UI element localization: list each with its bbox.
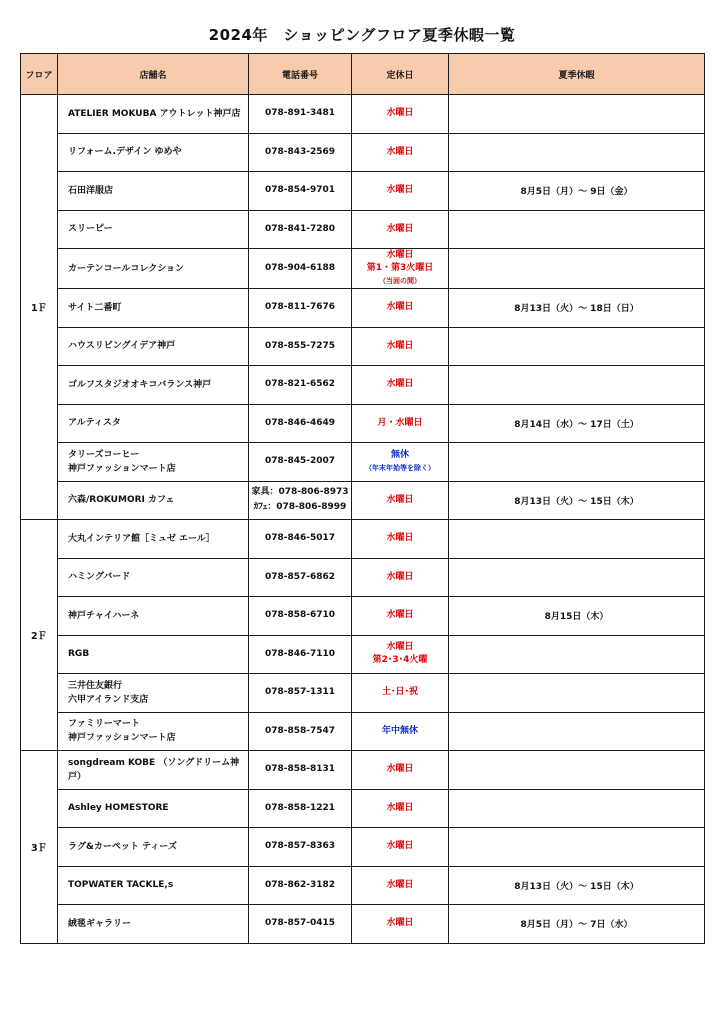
table-row — [21, 520, 705, 559]
table-row — [21, 674, 705, 713]
store-name — [58, 95, 249, 134]
store-name — [58, 327, 249, 366]
phone-number-line: 078-858-8131 — [264, 764, 336, 775]
store-name — [58, 635, 249, 674]
phone-number — [249, 404, 352, 443]
store-name — [58, 289, 249, 328]
summer-holiday — [449, 327, 705, 366]
table-row — [21, 95, 705, 134]
phone-number-line: 078-857-0415 — [264, 918, 336, 929]
summer-holiday: 8月5日（月）～ 9日（金） — [449, 172, 705, 211]
header-summer-holiday: 夏季休暇 — [449, 54, 705, 95]
store-name — [58, 789, 249, 828]
phone-number — [249, 520, 352, 559]
table-body — [21, 95, 705, 944]
regular-holiday-line: 第1・第3火曜日 — [366, 263, 434, 273]
phone-number — [249, 172, 352, 211]
table-row — [21, 289, 705, 328]
table-row — [21, 635, 705, 674]
phone-number — [249, 597, 352, 636]
page-title: 2024年 ショッピングフロア夏季休暇一覧 — [208, 26, 516, 44]
store-name-line: 六甲アイランド支店 — [68, 694, 149, 705]
store-name-line: ATELIER MOKUBA アウトレット神戸店 — [68, 108, 241, 119]
regular-holiday-line: 水曜日 — [386, 533, 414, 544]
phone-number-line: 078-904-6188 — [264, 263, 336, 273]
store-name-line: カーテンコールコレクション — [68, 263, 185, 274]
table-row — [21, 133, 705, 172]
header-regular-holiday: 定休日 — [352, 54, 449, 95]
regular-holiday — [352, 635, 449, 674]
floor-cell: 1Ｆ — [21, 95, 58, 520]
phone-number — [249, 366, 352, 405]
regular-holiday-line: 土･日･祝 — [381, 687, 418, 698]
regular-holiday — [352, 210, 449, 249]
store-name-line: タリーズコーヒー — [68, 449, 140, 460]
summer-holiday-table — [20, 53, 705, 944]
store-name — [58, 674, 249, 713]
phone-number-line: 078-854-9701 — [264, 185, 336, 196]
regular-holiday-line: 水曜日 — [386, 918, 414, 929]
phone-number-line: 078-858-7547 — [264, 725, 336, 736]
phone-number-line: 078-846-4649 — [264, 417, 336, 428]
table-row — [21, 172, 705, 211]
summer-holiday: 8月14日（水）～ 17日（土） — [449, 404, 705, 443]
summer-holiday — [449, 635, 705, 674]
store-name-line: 石田洋服店 — [68, 185, 114, 196]
phone-number — [249, 327, 352, 366]
header-phone: 電話番号 — [249, 54, 352, 95]
regular-holiday — [352, 366, 449, 405]
table-row — [21, 443, 705, 482]
regular-holiday-line: 水曜日 — [386, 250, 414, 260]
phone-number-line: 078-862-3182 — [264, 879, 336, 890]
regular-holiday-line: （年末年始等を除く） — [365, 463, 435, 472]
store-name-line: 大丸インテリア館［ミュゼ エール］ — [68, 533, 215, 544]
table-row — [21, 789, 705, 828]
summer-holiday — [449, 95, 705, 134]
phone-number-line: 078-843-2569 — [264, 146, 336, 157]
store-name-line: 六森/ROKUMORI カフェ — [68, 495, 175, 506]
store-name-line: 戸） — [68, 771, 87, 782]
regular-holiday-line: 水曜日 — [386, 302, 414, 313]
store-name — [58, 366, 249, 405]
store-name — [58, 172, 249, 211]
header-floor: フロア — [21, 54, 58, 95]
store-name — [58, 133, 249, 172]
regular-holiday — [352, 712, 449, 751]
table-row — [21, 712, 705, 751]
regular-holiday — [352, 404, 449, 443]
regular-holiday — [352, 172, 449, 211]
regular-holiday-line: 水曜日 — [386, 610, 414, 621]
table-row — [21, 366, 705, 405]
regular-holiday-line: 月・水曜日 — [377, 417, 423, 428]
store-name-line: TOPWATER TACKLE,s — [68, 880, 174, 891]
store-name — [58, 249, 249, 289]
table-row — [21, 866, 705, 905]
regular-holiday-line: 無休 — [390, 449, 409, 460]
store-name-line: Ashley HOMESTORE — [68, 803, 169, 814]
store-name — [58, 866, 249, 905]
summer-holiday: 8月5日（月）～ 7日（水） — [449, 905, 705, 944]
store-name — [58, 481, 249, 520]
header-row — [21, 54, 705, 95]
phone-number — [249, 210, 352, 249]
regular-holiday — [352, 443, 449, 482]
store-name-line: スリーピー — [68, 224, 113, 235]
store-name-line: songdream KOBE （ソングドリーム神 — [68, 757, 240, 768]
phone-number-line: 078-841-7280 — [264, 223, 336, 234]
header-store-name: 店舗名 — [58, 54, 249, 95]
summer-holiday: 8月13日（火）～ 15日（木） — [449, 481, 705, 520]
regular-holiday-line: 水曜日 — [386, 494, 414, 505]
summer-holiday — [449, 249, 705, 289]
regular-holiday — [352, 597, 449, 636]
phone-number — [249, 558, 352, 597]
regular-holiday — [352, 289, 449, 328]
phone-number-line: 078-857-6862 — [264, 571, 336, 582]
summer-holiday — [449, 674, 705, 713]
store-name-line: リフォーム.デザイン ゆめや — [68, 147, 182, 158]
regular-holiday — [352, 95, 449, 134]
regular-holiday-line: 水曜日 — [386, 764, 414, 775]
store-name-line: ハミングバード — [68, 572, 131, 583]
table-row — [21, 558, 705, 597]
phone-number — [249, 249, 352, 289]
store-name-line: サイト二番町 — [68, 302, 122, 313]
store-name-line: ゴルフスタジオオキコバランス神戸 — [68, 379, 212, 390]
store-name-line: 神戸ファッションマート店 — [68, 463, 176, 474]
phone-number-line: 078-857-1311 — [264, 687, 336, 698]
regular-holiday — [352, 674, 449, 713]
summer-holiday — [449, 751, 705, 790]
phone-number — [249, 133, 352, 172]
summer-holiday — [449, 558, 705, 597]
table-row — [21, 751, 705, 790]
summer-holiday — [449, 828, 705, 867]
summer-holiday — [449, 520, 705, 559]
floor-cell: 2Ｆ — [21, 520, 58, 751]
phone-number-line: 家具：078-806-8973 — [251, 487, 349, 498]
summer-holiday — [449, 133, 705, 172]
table-row — [21, 327, 705, 366]
summer-holiday: 8月15日（木） — [449, 597, 705, 636]
store-name-line: 神戸チャイハーネ — [68, 610, 140, 621]
phone-number-line: 078-857-8363 — [264, 841, 336, 852]
regular-holiday-line: 水曜日 — [386, 802, 414, 813]
phone-number — [249, 289, 352, 328]
regular-holiday — [352, 828, 449, 867]
phone-number-line: 078-891-3481 — [264, 108, 336, 119]
store-name-line: ラグ&カーペット ティーズ — [68, 841, 177, 852]
regular-holiday — [352, 133, 449, 172]
regular-holiday-line: 水曜日 — [386, 340, 414, 351]
summer-holiday — [449, 210, 705, 249]
store-name — [58, 520, 249, 559]
regular-holiday-line: 水曜日 — [386, 108, 414, 119]
regular-holiday — [352, 905, 449, 944]
regular-holiday — [352, 520, 449, 559]
phone-number-line: 078-858-1221 — [264, 802, 336, 813]
phone-number-line: 078-811-7676 — [264, 302, 336, 313]
summer-holiday: 8月13日（火）～ 15日（木） — [449, 866, 705, 905]
regular-holiday-line: 水曜日 — [386, 841, 414, 852]
regular-holiday-line: 水曜日 — [386, 642, 414, 653]
phone-number — [249, 95, 352, 134]
regular-holiday-line: 水曜日 — [386, 879, 414, 890]
floor-cell: 3Ｆ — [21, 751, 58, 944]
store-name-line: 三井住友銀行 — [68, 680, 123, 691]
table-row — [21, 905, 705, 944]
store-name — [58, 404, 249, 443]
store-name-line: ファミリーマート — [68, 719, 140, 730]
table-row — [21, 249, 705, 289]
phone-number-line: 078-821-6562 — [264, 379, 336, 390]
phone-number — [249, 751, 352, 790]
regular-holiday — [352, 481, 449, 520]
summer-holiday — [449, 443, 705, 482]
regular-holiday-line: 水曜日 — [386, 185, 414, 196]
phone-number — [249, 789, 352, 828]
phone-number — [249, 674, 352, 713]
store-name-line: 絨毯ギャラリー — [68, 918, 132, 929]
phone-number-line: ｶﾌｪ：078-806-8999 — [253, 502, 347, 513]
phone-number-line: 078-858-6710 — [264, 610, 336, 621]
summer-holiday — [449, 366, 705, 405]
phone-number — [249, 481, 352, 520]
summer-holiday — [449, 712, 705, 751]
phone-number-line: 078-845-2007 — [264, 456, 336, 467]
table-row — [21, 597, 705, 636]
store-name — [58, 558, 249, 597]
summer-holiday: 8月13日（火）～ 18日（日） — [449, 289, 705, 328]
store-name — [58, 712, 249, 751]
store-name — [58, 751, 249, 790]
store-name-line: ハウスリビングイデア神戸 — [68, 341, 176, 352]
store-name — [58, 597, 249, 636]
regular-holiday — [352, 751, 449, 790]
regular-holiday — [352, 558, 449, 597]
phone-number-line: 078-846-7110 — [264, 648, 336, 659]
regular-holiday-line: 年中無休 — [381, 725, 418, 736]
regular-holiday-line: 第2･3･4火曜 — [372, 655, 428, 666]
phone-number-line: 078-846-5017 — [264, 533, 336, 544]
regular-holiday — [352, 789, 449, 828]
store-name-line: RGB — [68, 649, 90, 660]
table-row — [21, 481, 705, 520]
store-name — [58, 828, 249, 867]
regular-holiday — [352, 327, 449, 366]
phone-number-line: 078-855-7275 — [264, 340, 336, 351]
regular-holiday-line: 水曜日 — [386, 146, 414, 157]
phone-number — [249, 443, 352, 482]
regular-holiday-line: 水曜日 — [386, 223, 414, 234]
phone-number — [249, 828, 352, 867]
phone-number — [249, 635, 352, 674]
regular-holiday-line: 水曜日 — [386, 379, 414, 390]
regular-holiday-line: （当面の間） — [379, 277, 421, 285]
phone-number — [249, 712, 352, 751]
regular-holiday — [352, 249, 449, 289]
regular-holiday — [352, 866, 449, 905]
table-row — [21, 210, 705, 249]
store-name — [58, 210, 249, 249]
summer-holiday — [449, 789, 705, 828]
store-name-line: アルティスタ — [68, 418, 121, 429]
regular-holiday-line: 水曜日 — [386, 571, 414, 582]
store-name-line: 神戸ファッションマート店 — [68, 733, 176, 744]
phone-number — [249, 905, 352, 944]
store-name — [58, 905, 249, 944]
phone-number — [249, 866, 352, 905]
table-row — [21, 404, 705, 443]
store-name — [58, 443, 249, 482]
table-row — [21, 828, 705, 867]
